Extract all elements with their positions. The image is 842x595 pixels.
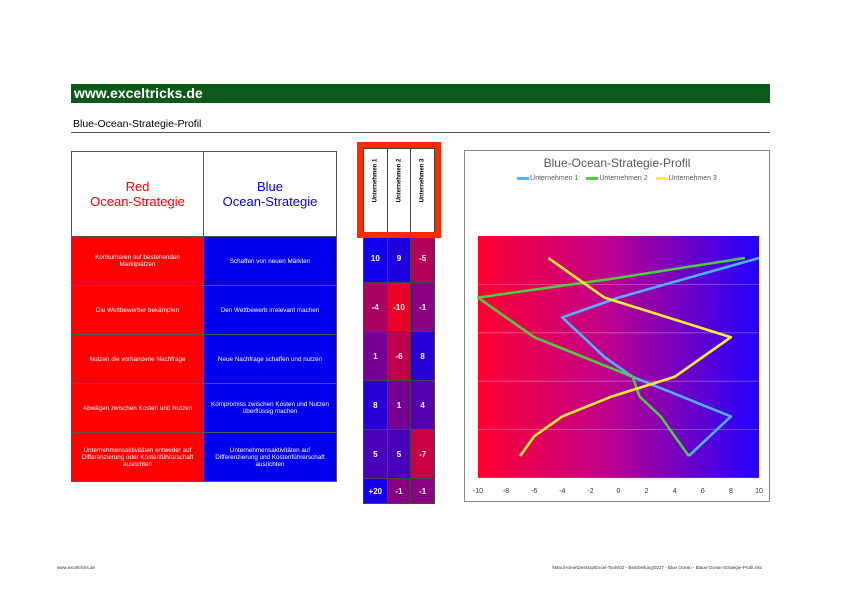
strategy-table bbox=[71, 151, 337, 482]
x-tick-label: 6 bbox=[700, 488, 705, 495]
legend-label: Unternehmen 3 bbox=[668, 175, 717, 182]
score-cell: 8 bbox=[364, 381, 388, 430]
score-total-cell: +20 bbox=[364, 479, 388, 504]
x-tick-label: -8 bbox=[502, 488, 510, 495]
plot-area bbox=[478, 236, 759, 478]
blue-strategy-cell: Den Wettbewerb irrelevant machen bbox=[204, 286, 337, 335]
footer-left: www.exceltricks.de bbox=[57, 565, 96, 570]
legend-label: Unternehmen 2 bbox=[599, 175, 648, 182]
legend-swatch bbox=[656, 177, 668, 180]
company-header-label: Unternehmen 2 bbox=[395, 158, 402, 203]
legend-swatch bbox=[586, 177, 598, 180]
score-cell: 1 bbox=[387, 381, 411, 430]
score-total-cell: -1 bbox=[387, 479, 411, 504]
blue-strategy-cell: Unternehmensaktivitäten auf Differenzierung und Kostenführerschaft ausrichten bbox=[204, 433, 337, 482]
footer-path: \\Mac\Home\Desktop\Excel-Tools\02 - Bearbeitung\0227 - Blue Ocean - Blaue-Ocean-Strategie-Profil.xlsx bbox=[552, 565, 763, 570]
profile-chart bbox=[465, 151, 769, 501]
company-header-highlight bbox=[357, 142, 441, 238]
x-tick-label: -2 bbox=[587, 488, 594, 495]
score-row bbox=[364, 430, 435, 479]
red-strategy-cell: Abwägen zwischen Kosten und Nutzen bbox=[72, 384, 204, 433]
red-heading-line1: Red bbox=[125, 179, 150, 194]
company-header-label: Unternehmen 1 bbox=[372, 158, 379, 203]
score-row bbox=[364, 283, 435, 332]
blue-strategy-cell: Kompromiss zwischen Kosten und Nutzen überflüssig machen bbox=[204, 384, 337, 433]
red-strategy-cell: Unternehmensaktivitäten entweder auf Differenzierung oder Kostenführerschaft ausrichten bbox=[72, 433, 204, 482]
score-cell: -5 bbox=[411, 234, 435, 283]
legend-item bbox=[517, 175, 578, 182]
site-banner bbox=[71, 84, 770, 103]
red-heading-line2: Ocean-Strategie bbox=[90, 194, 185, 209]
score-cell: -10 bbox=[387, 283, 411, 332]
score-total-row bbox=[364, 479, 435, 504]
x-tick-label: 8 bbox=[728, 488, 733, 495]
chart-area bbox=[464, 150, 770, 502]
score-row bbox=[364, 234, 435, 283]
strategy-row bbox=[72, 237, 337, 286]
score-cell: 9 bbox=[387, 234, 411, 283]
strategy-header-row bbox=[72, 152, 337, 237]
blue-strategy-cell: Neue Nachfrage schaffen und nutzen bbox=[204, 335, 337, 384]
red-strategy-cell: Die Wettbewerber bekämpfen bbox=[72, 286, 204, 335]
x-tick-label: 10 bbox=[755, 488, 763, 495]
score-cell: -4 bbox=[364, 283, 388, 332]
title-rule bbox=[71, 132, 770, 133]
score-cell: 4 bbox=[411, 381, 435, 430]
legend-item bbox=[586, 175, 647, 182]
score-cell: 5 bbox=[387, 430, 411, 479]
strategy-row bbox=[72, 433, 337, 482]
score-cell: 10 bbox=[364, 234, 388, 283]
legend-item bbox=[656, 175, 717, 182]
strategy-row bbox=[72, 384, 337, 433]
blue-heading-line2: Ocean-Strategie bbox=[222, 194, 318, 209]
strategy-row bbox=[72, 286, 337, 335]
banner-text: www.exceltricks.de bbox=[74, 85, 203, 101]
score-cell: -6 bbox=[387, 332, 411, 381]
red-strategy-cell: Nutzen die vorhandene Nachfrage bbox=[72, 335, 204, 384]
chart-title: Blue-Ocean-Strategie-Profil bbox=[543, 156, 691, 170]
x-tick-label: -6 bbox=[531, 488, 538, 495]
company-header-label: Unternehmen 3 bbox=[419, 158, 426, 203]
chart-legend bbox=[465, 175, 769, 182]
score-cell: 5 bbox=[364, 430, 388, 479]
score-cell: 1 bbox=[364, 332, 388, 381]
red-ocean-heading bbox=[72, 152, 204, 237]
blue-heading-line1: Blue bbox=[256, 179, 284, 194]
score-cell: -7 bbox=[411, 430, 435, 479]
red-strategy-cell: Konkurrieren auf bestehenden Marktplätzen bbox=[72, 237, 204, 286]
score-row bbox=[364, 381, 435, 430]
blue-ocean-heading bbox=[204, 152, 337, 237]
page-title: Blue-Ocean-Strategie-Profil bbox=[73, 118, 202, 130]
x-tick-label: 0 bbox=[616, 488, 621, 495]
strategy-row bbox=[72, 335, 337, 384]
score-row bbox=[364, 332, 435, 381]
x-tick-label: 2 bbox=[644, 488, 649, 495]
x-tick-label: 4 bbox=[672, 488, 677, 495]
legend-swatch bbox=[517, 177, 529, 180]
score-total-cell: -1 bbox=[411, 479, 435, 504]
blue-strategy-cell: Schaffen von neuen Märkten bbox=[204, 237, 337, 286]
score-cell: -1 bbox=[411, 283, 435, 332]
score-cell: 8 bbox=[411, 332, 435, 381]
legend-label: Unternehmen 1 bbox=[530, 175, 579, 182]
x-tick-label: -10 bbox=[472, 488, 484, 495]
x-tick-label: -4 bbox=[559, 488, 566, 495]
